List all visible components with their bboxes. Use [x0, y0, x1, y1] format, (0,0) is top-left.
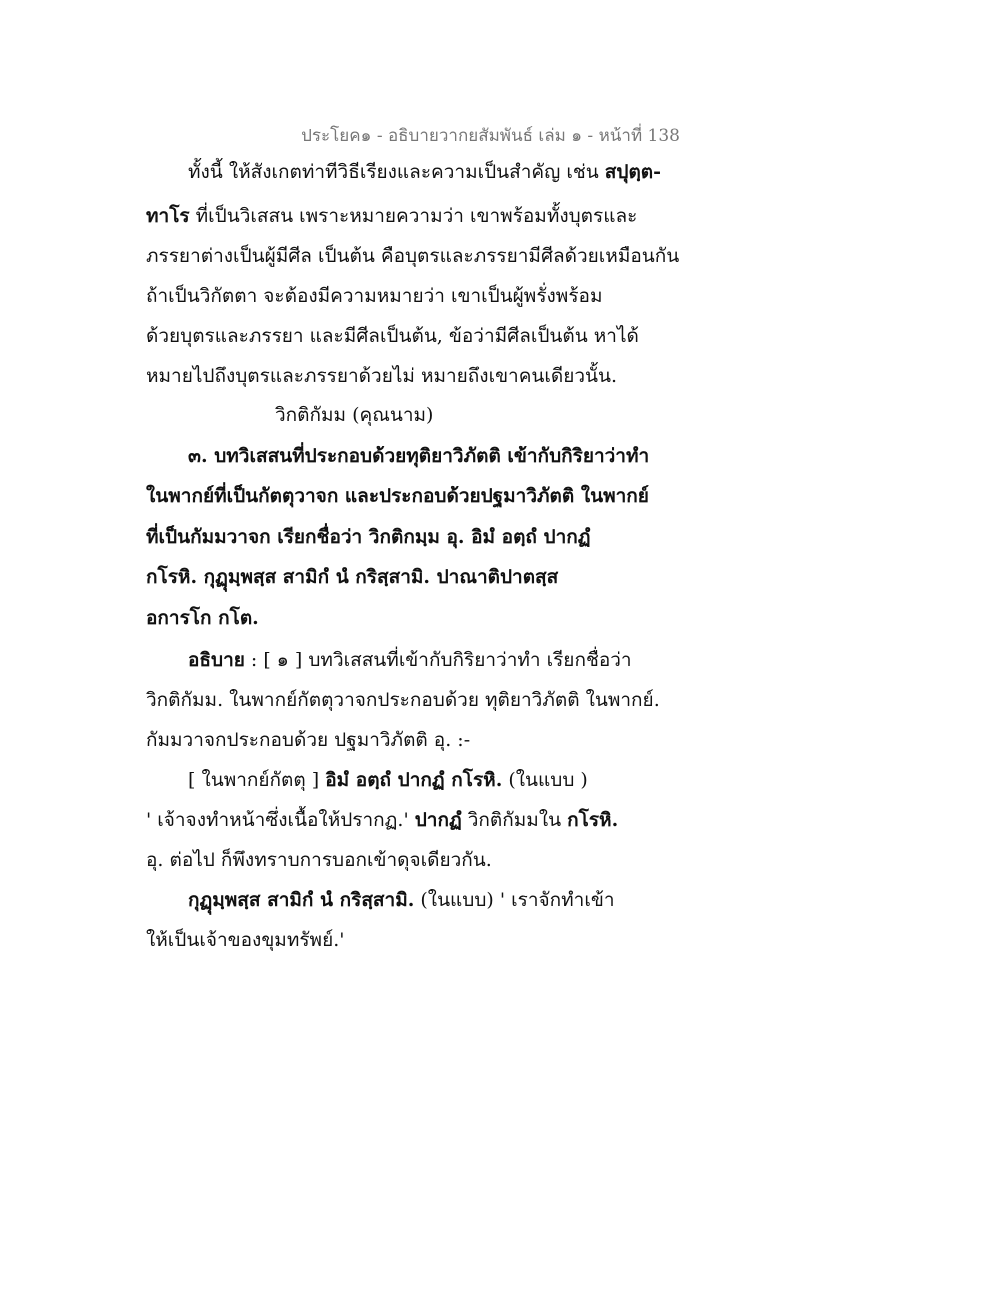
explain-line2: วิกติกัมม. ในพากย์กัตตุวาจกประกอบด้วย ทุติยาวิภัตติ ในพากย์.	[146, 689, 660, 711]
rule3-line5: อการโก กโต.	[146, 607, 259, 629]
para1-line5: ด้วยบุตรและภรรยา และมีศีลเป็นต้น, ข้อว่ามีศีลเป็นต้น หาได้	[146, 325, 639, 347]
rule3-line2: ในพากย์ที่เป็นกัตตุวาจก และประกอบด้วยปฐมาวิภัตติ ในพากย์	[146, 485, 649, 507]
example1-line2	[146, 808, 618, 832]
rule3-line3: ที่เป็นกัมมวาจก เรียกชื่อว่า วิกติกมฺม อุ. อิมํ อตฺถํ ปากฏํ	[146, 526, 591, 548]
section-heading: วิกติกัมม (คุณนาม)	[275, 404, 434, 426]
explain-label: อธิบาย	[188, 649, 245, 671]
pali-term-saputtadaro-1: สปุตฺต-	[604, 161, 662, 183]
example1-note: วิกติกัมมใน	[461, 809, 568, 831]
example2-line1	[188, 888, 615, 912]
rule3-line4: กโรหิ. กุฏุมฺพสฺส สามิกํ นํ กริสฺสามิ. ปาณาติปาตสฺส	[146, 566, 559, 588]
explain-line1-text: : [ ๑ ] บทวิเสสนที่เข้ากับกิริยาว่าทำ เรียกชื่อว่า	[244, 649, 632, 671]
para1-line1	[188, 160, 661, 184]
example1-term-pakatam: ปากฏํ	[414, 809, 462, 831]
para1-line1-text: ทั้งนี้ ให้สังเกตท่าทีวิธีเรียงและความเป็นสำคัญ เช่น	[188, 161, 605, 183]
example1-prefix: [ ในพากย์กัตตุ ]	[188, 769, 326, 791]
rule3-line1: ๓. บทวิเสสนที่ประกอบด้วยทุติยาวิภัตติ เข้ากับกิริยาว่าทำ	[188, 445, 650, 467]
example2-pali: กุฏุมฺพสฺส สามิกํ นํ กริสฺสามิ.	[188, 889, 415, 911]
example2-suffix: (ในแบบ) ' เราจักทำเข้า	[414, 889, 615, 911]
para1-line2	[146, 204, 637, 228]
pali-term-saputtadaro-2: ทาโร	[146, 205, 190, 227]
running-header: ประโยค๑ - อธิบายวากยสัมพันธ์ เล่ม ๑ - หน้าที่ 138	[301, 126, 680, 146]
example1-translation: ' เจ้าจงทำหน้าซึ่งเนื้อให้ปรากฏ.'	[146, 809, 415, 831]
example2-line2: ให้เป็นเจ้าของขุมทรัพย์.'	[146, 929, 345, 951]
explain-line1	[188, 648, 632, 672]
para1-line4: ถ้าเป็นวิกัตตา จะต้องมีความหมายว่า เขาเป็นผู้พรั่งพร้อม	[146, 285, 603, 307]
example1-pali: อิมํ อตฺถํ ปากฏํ กโรหิ.	[325, 769, 503, 791]
para1-line2-text: ที่เป็นวิเสสน เพราะหมายความว่า เขาพร้อมทั้งบุตรและ	[189, 205, 638, 227]
example1-line3: อุ. ต่อไป ก็พึงทราบการบอกเข้าดุจเดียวกัน.	[146, 849, 492, 871]
para1-line6: หมายไปถึงบุตรและภรรยาด้วยไม่ หมายถึงเขาคนเดียวนั้น.	[146, 365, 618, 387]
para1-line3: ภรรยาต่างเป็นผู้มีศีล เป็นต้น คือบุตรและภรรยามีศีลด้วยเหมือนกัน	[146, 245, 680, 267]
example1-line1	[188, 768, 588, 792]
example1-suffix: (ในแบบ )	[502, 769, 588, 791]
explain-line3: กัมมวาจกประกอบด้วย ปฐมาวิภัตติ อุ. :-	[146, 729, 471, 751]
example1-term-karohi: กโรหิ.	[567, 809, 619, 831]
